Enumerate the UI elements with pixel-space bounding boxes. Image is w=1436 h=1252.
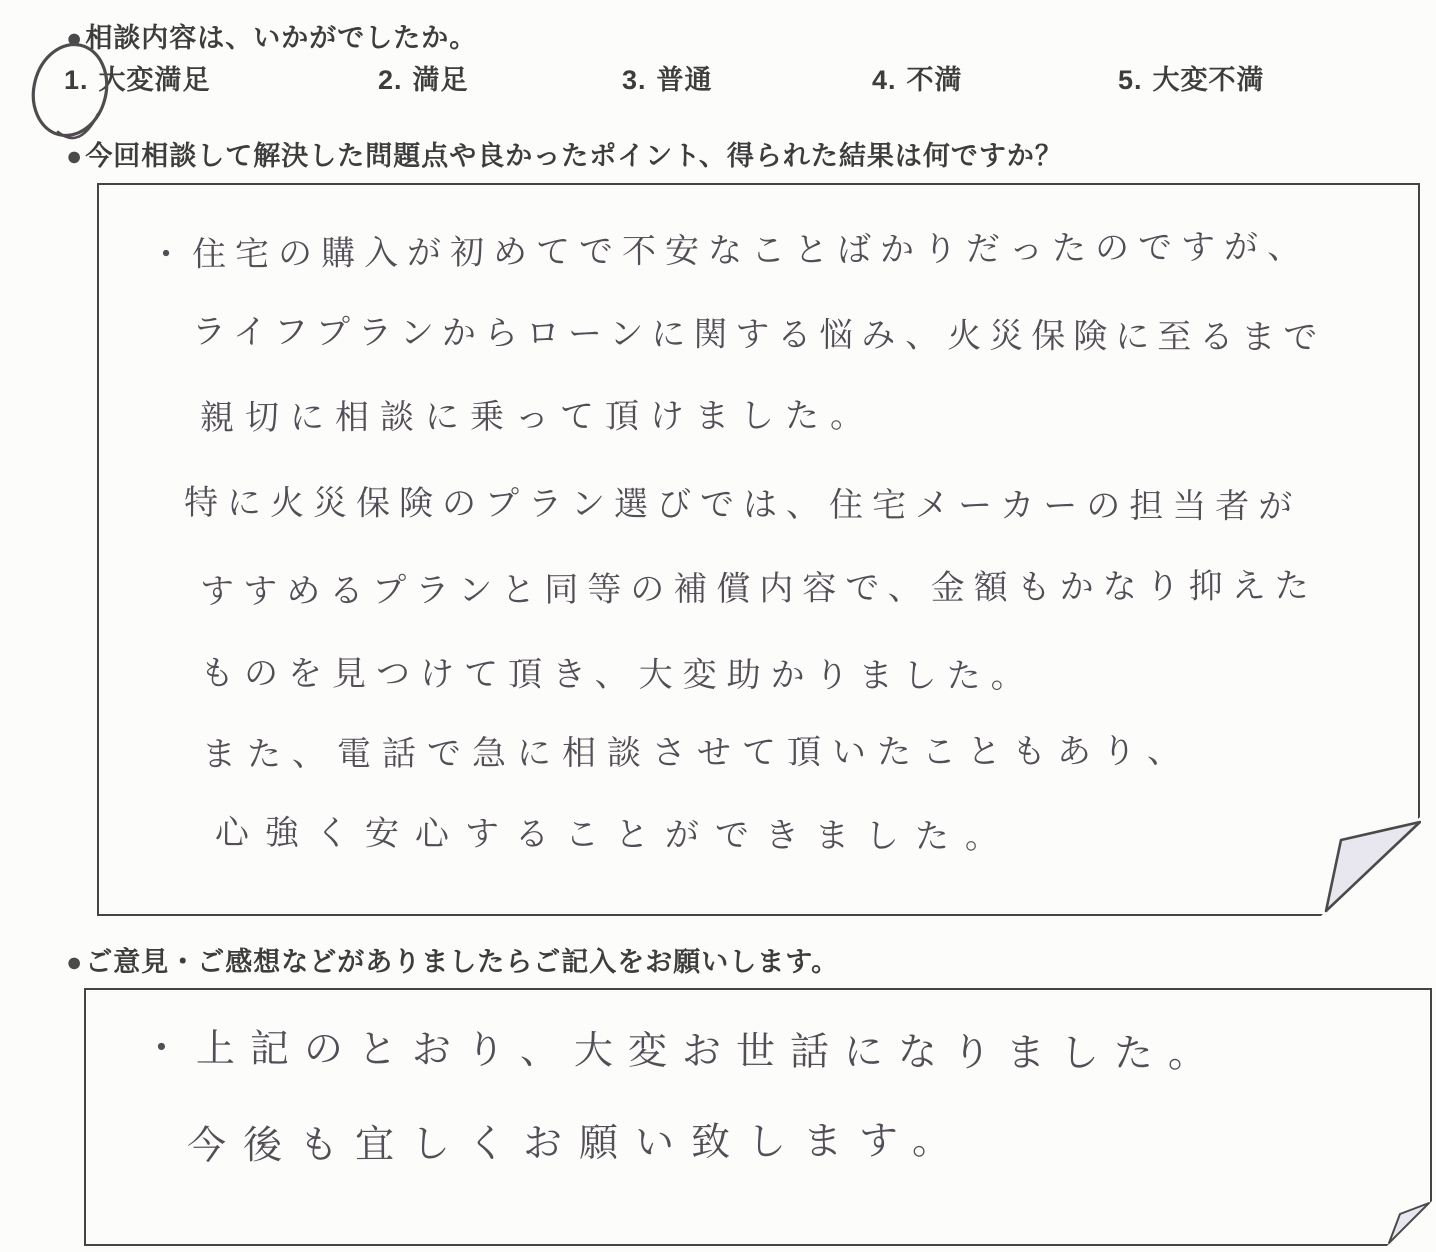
page-fold-corner-icon (1306, 802, 1421, 917)
question-2-label (66, 134, 1063, 173)
option-number: 4. (872, 65, 897, 95)
option-neutral (622, 58, 713, 97)
handwritten-line: 今後も宜しくお願い致します。 (186, 1118, 969, 1169)
handwritten-line: ライフプランからローンに関する悩み、火災保険に至るまで (191, 312, 1326, 358)
handwritten-line: すすめるプランと同等の補償内容で、金額もかなり抑えた (199, 566, 1318, 612)
option-number: 5. (1118, 65, 1143, 95)
answer-box-comments (84, 988, 1432, 1246)
question-1-text: 相談内容は、いかがでしたか。 (85, 23, 478, 53)
question-1-label (66, 16, 477, 55)
option-number: 1. (64, 65, 89, 95)
answer-box-consultation-results (97, 183, 1420, 916)
option-number: 2. (378, 65, 403, 95)
option-number: 3. (622, 65, 647, 95)
option-label: 大変不満 (1152, 65, 1265, 95)
handwritten-line: 心強く安心することができました。 (214, 812, 1016, 858)
question-3-label (66, 940, 839, 979)
handwritten-line: 親切に相談に乗って頂けました。 (199, 395, 876, 439)
option-dissatisfied (872, 58, 963, 97)
option-satisfied (378, 58, 469, 97)
bullet-icon: ● (66, 141, 84, 171)
page-fold-corner-icon (1378, 1192, 1433, 1247)
option-label: 満足 (412, 65, 469, 95)
question-3-text: ご意見・ご感想などがありましたらご記入をお願いします。 (85, 947, 840, 977)
handwritten-line: 特に火災保険のプラン選びでは、住宅メーカーの担当者が (183, 483, 1302, 527)
handwritten-line: また、電話で急に相談させて頂いたこともあり、 (201, 731, 1193, 775)
bullet-icon: ● (66, 23, 84, 53)
option-label: 大変満足 (98, 65, 211, 95)
question-2-text: 今回相談して解決した問題点や良かったポイント、得られた結果は何ですか？ (85, 141, 1063, 171)
option-label: 普通 (656, 65, 713, 95)
bullet-icon: ● (66, 947, 84, 977)
handwritten-line: ・上記のとおり、大変お世話になりました。 (141, 1026, 1223, 1077)
handwritten-line: ・住宅の購入が初めてで不安なことばかりだったのですが、 (148, 226, 1311, 276)
handwritten-line: ものを見つけて頂き、大変助かりました。 (199, 653, 1035, 697)
option-label: 不満 (906, 65, 963, 95)
option-very-dissatisfied (1118, 58, 1265, 97)
